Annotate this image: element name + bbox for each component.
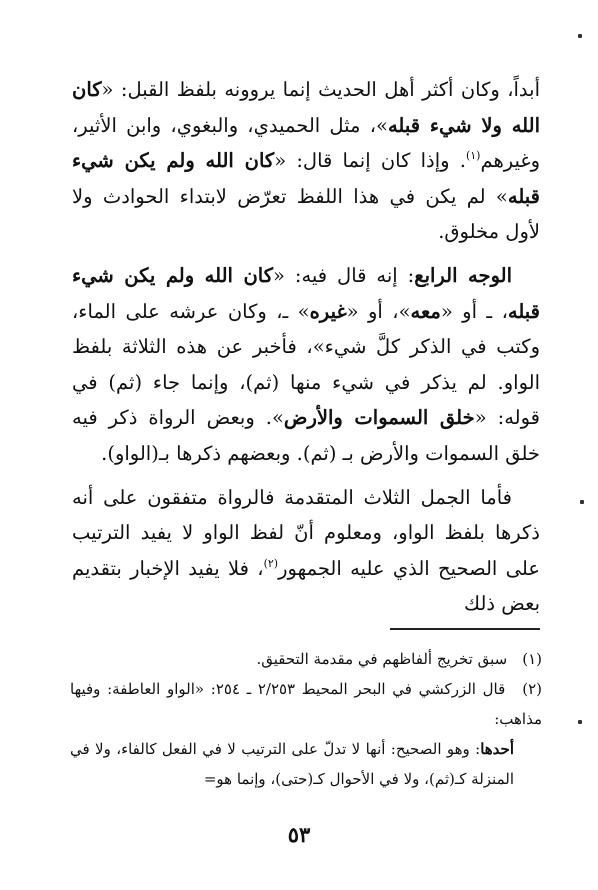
footnote-subheading: أحدها <box>480 740 514 758</box>
paragraph-2 <box>72 258 540 472</box>
hadith-quote: كان الله ولم يكن شيء قبله <box>72 263 540 323</box>
text-span: . وإذا كان إنما قال: « <box>274 149 466 173</box>
footnote-1 <box>70 644 542 674</box>
text-span: أبداً، وكان أكثر أهل الحديث إنما يروونه بلفظ القبل: « <box>101 78 540 101</box>
text-span: »، مثل الحميدي، والبغوي، وابن الأثير، وغيرهم <box>72 113 540 173</box>
scan-speck <box>578 34 582 38</box>
hadith-quote: كان الله ولا شيء قبله <box>72 78 540 137</box>
text-span: ». وبعض الرواة ذكر فيه خلق السموات والأرض بـ (ثم). وبعضهم ذكرها بـ(الواو). <box>72 406 540 465</box>
hadith-quote: كان الله ولم يكن شيء قبله <box>72 149 540 208</box>
hadith-word: غيره <box>309 299 347 323</box>
footnote-number: (١) <box>522 650 542 668</box>
footnote-number: (٢) <box>522 680 543 698</box>
text-span: » لم يكن في هذا اللفظ تعرّض لابتداء الحوادث ولا لأول مخلوق. <box>72 184 540 244</box>
paragraph-3 <box>72 480 540 622</box>
page-number: ٥٣ <box>287 822 311 847</box>
section-heading: الوجه الرابع <box>414 263 513 287</box>
scan-speck <box>580 500 584 504</box>
footnote-text: سبق تخريج ألفاظهم في مقدمة التحقيق. <box>256 650 508 668</box>
scan-speck <box>578 720 582 724</box>
hadith-quote: خلق السموات والأرض <box>283 406 475 430</box>
footnote-ref-1[interactable]: (١) <box>465 149 481 163</box>
footnote-2 <box>70 674 542 734</box>
footnote-text: قال الزركشي في البحر المحيط ٢/٢٥٣ ـ ٢٥٤: «الواو العاطفة: وفيها مذاهب: <box>70 680 542 728</box>
footnote-separator <box>390 628 540 630</box>
hadith-word: معه <box>410 299 441 323</box>
main-text <box>72 72 540 622</box>
text-span: » ـ، وكان عرشه على الماء، وكتب في الذكر كلَّ شيء»، فأخبر عن هذه الثلاثة بلفظ الواو. لم يذكر في شيء منها (ثم)، وإنما جاء (ثم) في قوله: « <box>72 299 540 430</box>
text-span: »، أو « <box>346 299 411 323</box>
footnote-2-continuation <box>70 734 542 794</box>
footnote-text: : وهو الصحيح: أنها لا تدلّ على الترتيب لا في الفعل كالفاء، ولا في المنزلة كـ(ثم)، ولا في الأحوال كـ(حتى)، وإنما هو= <box>70 740 514 788</box>
text-span: فأما الجمل الثلاث المتقدمة فالرواة متفقون على أنه ذكرها بلفظ الواو، ومعلوم أنّ لفظ الواو لا يفيد الترتيب على الصحيح الذي عليه الجمهور <box>72 485 541 580</box>
footnotes <box>70 644 542 794</box>
footnote-ref-2[interactable]: (٢) <box>263 556 279 570</box>
text-span: : إنه قال فيه: « <box>273 263 415 287</box>
text-span: ، فلا يفيد الإخبار بتقديم بعض ذلك <box>72 556 540 616</box>
paragraph-1 <box>72 72 540 250</box>
text-span: ، ـ أو « <box>440 299 508 323</box>
